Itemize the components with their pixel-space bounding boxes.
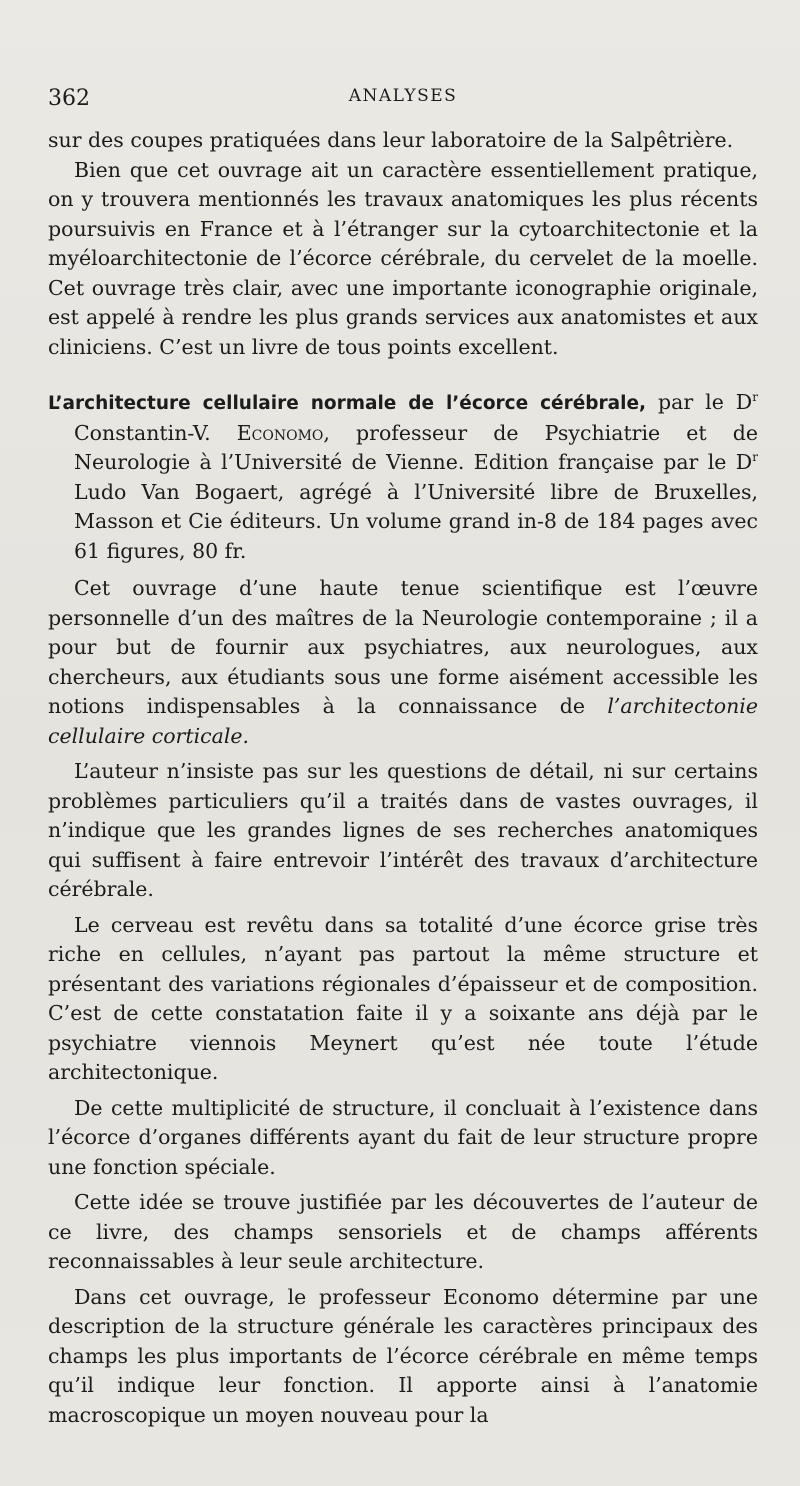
bibliographic-entry xyxy=(48,388,758,566)
review-paragraph-1-text: Cet ouvrage d’une haute tenue scientifique est l’œuvre personnelle d’un des maîtres de la Neurologie contemporaine ; il a pour but de fournir aux psychiatres, aux neurologues, aux chercheurs, aux étudiants sous une forme aisément accessible les notions indispensables à la connaissance de xyxy=(48,576,758,718)
entry-author-last: Economo xyxy=(236,420,324,445)
review-paragraph-2: L’auteur n’insiste pas sur les questions de détail, ni sur certains problèmes particuliers qu’il a traités dans de vastes ouvrages, il n’indique que les grandes lignes de ses recherches anatomiques qui suffisent à faire entrevoir l’intérêt des travaux d’architecture cérébrale. xyxy=(48,759,758,901)
entry-description-1: , professeur de Psychiatrie et de Neurologie à l’Université de Vienne. Edition française par le D xyxy=(74,420,758,474)
entry-dr-superscript-2: r xyxy=(752,450,758,465)
page-number: 362 xyxy=(48,86,90,111)
review-paragraph-1-italic: l’architectonie cellulaire corticale. xyxy=(48,694,758,748)
entry-title: L’architecture cellulaire normale de l’écorce cérébrale, xyxy=(48,393,647,414)
paragraph-intro-summary: Bien que cet ouvrage ait un caractère essentiellement pratique, on y trouvera mentionnés les travaux anatomiques les plus récents poursuivis en France et à l’étranger sur la cytoarchitectonie et la myéloarchitectonie de l’écorce cérébrale, du cervelet de la moelle. Cet ouvrage très clair, avec une importante iconographie originale, est appelé à rendre les plus grands services aux anatomistes et aux cliniciens. C’est un livre de tous points excellent. xyxy=(48,157,758,359)
entry-by-prefix: par le D xyxy=(658,390,753,414)
entry-author-first: Constantin-V. xyxy=(74,420,211,445)
running-head: ANALYSES xyxy=(348,86,458,106)
entry-dr-superscript: r xyxy=(752,390,758,405)
review-paragraph-3: Le cerveau est revêtu dans sa totalité d’une écorce grise très riche en cellules, n’ayant pas partout la même structure et présentant des variations régionales d’épaisseur et de composition. C’est de cette constatation faite il y a soixante ans déjà par le psychiatre viennois Meynert qu’est née toute l’étude architectonique. xyxy=(48,912,758,1084)
review-paragraph-1 xyxy=(48,574,758,751)
paragraph-intro-continuation: sur des coupes pratiquées dans leur laboratoire de la Salpêtrière. xyxy=(48,128,734,152)
page-header xyxy=(48,86,758,126)
review-paragraph-5: Cette idée se trouve justifiée par les découvertes de l’auteur de ce livre, des champs sensoriels et de champs afférents reconnaissables à leur seule architecture. xyxy=(48,1190,758,1273)
body-text xyxy=(48,126,758,1430)
review-paragraph-6: Dans cet ouvrage, le professeur Economo détermine par une description de la structure générale les caractères principaux des champs les plus importants de l’écorce cérébrale en même temps qu’il indique leur fonction. Il apporte ainsi à l’anatomie macroscopique un moyen nouveau pour la xyxy=(48,1284,758,1427)
review-paragraph-4: De cette multiplicité de structure, il concluait à l’existence dans l’écorce d’organes différents ayant du fait de leur structure propre une fonction spéciale. xyxy=(48,1095,758,1179)
entry-description-2: Ludo Van Bogaert, agrégé à l’Université libre de Bruxelles, Masson et Cie éditeurs. Un volume grand in-8 de 184 pages avec 61 figures, 80 fr. xyxy=(74,479,758,563)
